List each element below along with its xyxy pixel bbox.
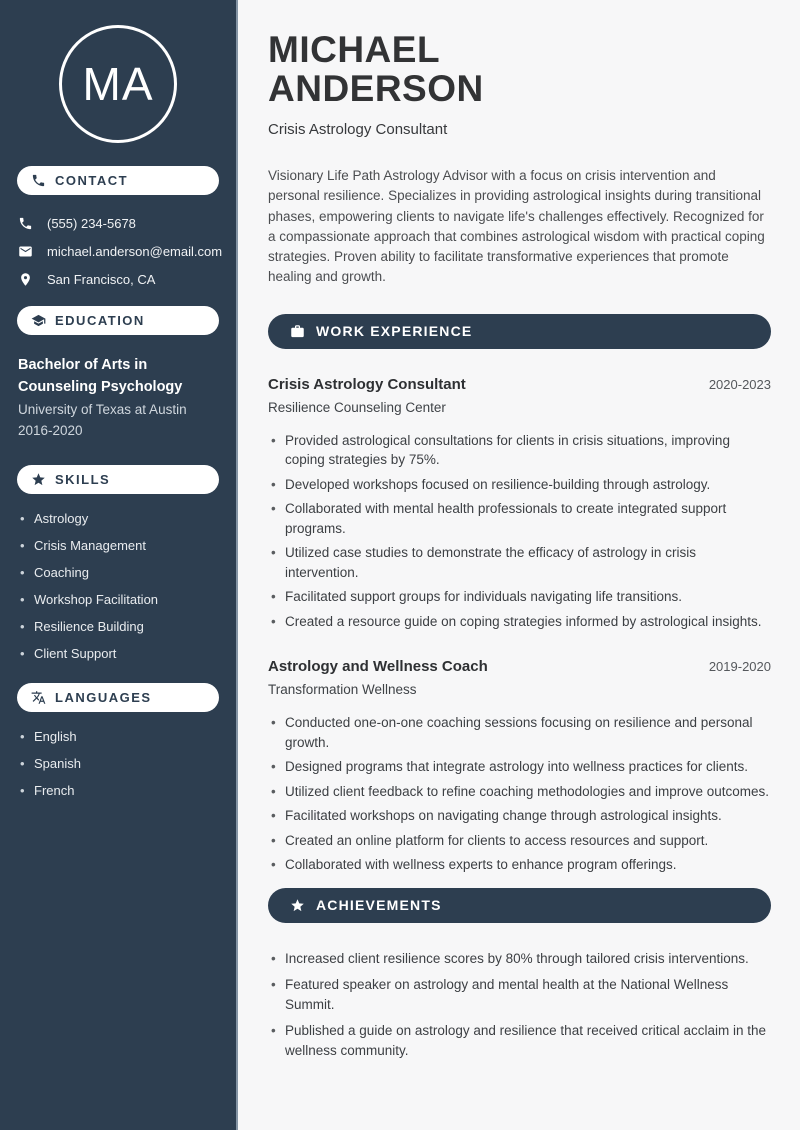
job-bullet: • Designed programs that integrate astrology into wellness practices for clients. (268, 757, 771, 777)
education-section-header (17, 306, 219, 335)
work-experience-section-title: WORK EXPERIENCE (316, 323, 473, 340)
education-school: University of Texas at Austin (18, 402, 187, 417)
job-entry-2 (268, 658, 771, 875)
person-job-title: Crisis Astrology Consultant (268, 121, 448, 138)
briefcase-icon (290, 324, 305, 339)
job-bullet: • Utilized case studies to demonstrate the efficacy of astrology in crisis intervention. (268, 543, 771, 582)
language-item: • Spanish (18, 756, 218, 771)
work-experience-section-header (268, 314, 771, 349)
last-name: ANDERSON (268, 68, 484, 109)
first-name: MICHAEL (268, 29, 441, 70)
job-bullet: • Utilized client feedback to refine coaching methodologies and improve outcomes. (268, 782, 771, 802)
skills-section-title: SKILLS (55, 472, 111, 487)
contact-phone (18, 216, 218, 231)
job-bullet: • Developed workshops focused on resilience-building through astrology. (268, 475, 771, 495)
job-company: Resilience Counseling Center (268, 399, 446, 415)
email-value: michael.anderson@email.com (47, 244, 223, 259)
contact-section-header (17, 166, 219, 195)
job-header (268, 376, 771, 393)
achievements-section-title: ACHIEVEMENTS (316, 897, 442, 914)
job-title: Crisis Astrology Consultant (268, 375, 466, 393)
job-bullet: • Facilitated workshops on navigating change through astrological insights. (268, 806, 771, 826)
job-bullet: • Conducted one-on-one coaching sessions focusing on resilience and personal growth. (268, 713, 771, 752)
location-value: San Francisco, CA (47, 272, 156, 287)
languages-section-header (17, 683, 219, 712)
job-bullet-list (268, 431, 771, 632)
job-bullet: • Created a resource guide on coping strategies informed by astrological insights. (268, 612, 771, 632)
phone-icon (18, 216, 33, 231)
languages-section-title: LANGUAGES (55, 690, 152, 705)
job-bullet: • Collaborated with mental health professionals to create integrated support programs. (268, 499, 771, 538)
skill-item: • Client Support (18, 646, 218, 661)
education-section-title: EDUCATION (55, 313, 145, 328)
language-item: • English (18, 729, 218, 744)
achievement-bullet: • Published a guide on astrology and resilience that received critical acclaim in the wellness community. (268, 1021, 771, 1060)
skill-item: • Coaching (18, 565, 218, 580)
skill-item: • Crisis Management (18, 538, 218, 553)
avatar (59, 25, 177, 143)
achievements-list (268, 949, 771, 1061)
job-bullet: • Provided astrological consultations for clients in crisis situations, improving coping strategies by 75%. (268, 431, 771, 470)
job-dates: 2019-2020 (708, 659, 771, 675)
education-years: 2016-2020 (18, 423, 83, 438)
graduation-cap-icon (31, 313, 46, 328)
job-bullet: • Created an online platform for clients to access resources and support. (268, 831, 771, 851)
star-icon (290, 898, 305, 913)
main-content (238, 0, 800, 1130)
education-entry (18, 354, 218, 440)
skill-item: • Workshop Facilitation (18, 592, 218, 607)
summary-paragraph: Visionary Life Path Astrology Advisor with a focus on crisis intervention and personal resilience. Specializes in providing astrological insights during transitional phases, empowering clients to navigate life's challenges effectively. Recognized for a compassionate approach that combines astrological wisdom with practical coping strategies. Proven ability to facilitate transformative experiences that promote healing and growth. (268, 168, 765, 285)
contact-location (18, 272, 218, 287)
sidebar (0, 0, 238, 1130)
language-item: • French (18, 783, 218, 798)
star-icon (31, 472, 46, 487)
person-name (268, 30, 771, 108)
contact-section-title: CONTACT (55, 173, 129, 188)
job-title: Astrology and Wellness Coach (268, 658, 488, 676)
job-bullet-list (268, 713, 771, 875)
education-degree: Bachelor of Arts in Counseling Psychology (18, 357, 183, 395)
languages-list (18, 729, 218, 798)
skills-list (18, 511, 218, 661)
job-header (268, 658, 771, 675)
job-dates: 2020-2023 (708, 376, 771, 392)
job-entry-1 (268, 376, 771, 632)
phone-value: (555) 234-5678 (47, 216, 136, 231)
location-pin-icon (18, 272, 33, 287)
skill-item: • Resilience Building (18, 619, 218, 634)
translate-icon (31, 690, 46, 705)
contact-list (18, 216, 223, 287)
achievement-bullet: • Featured speaker on astrology and mental health at the National Wellness Summit. (268, 975, 771, 1014)
avatar-initials: MA (82, 58, 154, 110)
contact-email (18, 244, 223, 259)
skills-section-header (17, 465, 219, 494)
achievements-section-header (268, 888, 771, 923)
job-bullet: • Facilitated support groups for individuals navigating life transitions. (268, 587, 771, 607)
email-icon (18, 244, 33, 259)
job-bullet: • Collaborated with wellness experts to enhance program offerings. (268, 855, 771, 875)
job-company: Transformation Wellness (268, 682, 417, 698)
achievement-bullet: • Increased client resilience scores by 80% through tailored crisis interventions. (268, 949, 771, 969)
skill-item: • Astrology (18, 511, 218, 526)
phone-icon (31, 173, 46, 188)
